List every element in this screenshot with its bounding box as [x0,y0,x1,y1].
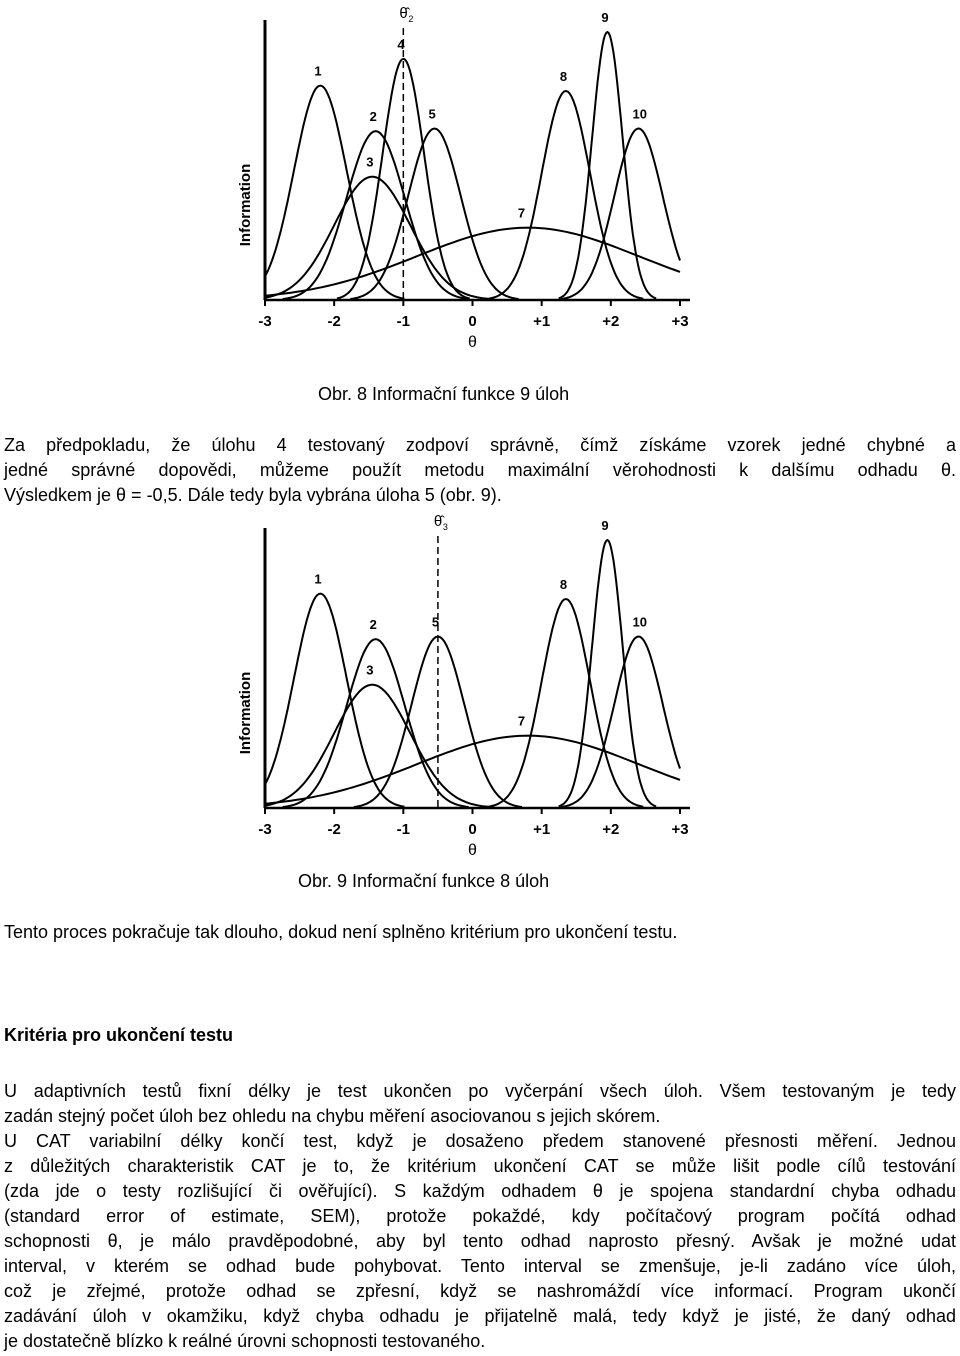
y-axis-label: Information [237,671,254,755]
item-8-label: 8 [559,68,568,84]
item-8-curve [488,599,643,807]
item-9-curve [559,32,656,298]
x-tick-label: -2 [327,821,341,838]
item-10-label: 10 [632,614,647,630]
item-4-label: 4 [397,36,405,52]
figure-9-chart [0,508,960,866]
section-heading: Kritéria pro ukončení testu [4,1025,234,1045]
x-tick-label: -3 [258,313,272,330]
paragraph-process [4,920,956,945]
x-tick-label: +1 [533,313,551,330]
x-tick-label: -3 [258,821,272,838]
item-8-curve [488,91,643,299]
figure-8-chart [0,0,960,360]
paragraph-line: Tento proces pokračuje tak dlouho, dokud není splněno kritérium pro ukončení testu. [4,922,678,942]
paragraph-line: schopnosti θ, je málo pravděpodobné, aby byl tento odhad naprosto přesný. Avšak je možné udat [4,1231,956,1251]
x-tick-label: -2 [327,313,341,330]
item-5-label: 5 [431,614,440,630]
x-tick-label: +1 [533,821,551,838]
item-2-label: 2 [369,617,377,633]
item-8-label: 8 [559,576,568,592]
paragraph-line: Za předpokladu, že úlohu 4 testovaný zodpoví správně, čímž získáme vzorek jedné chybné a [4,435,956,455]
paragraph-line: (standard error of estimate, SEM), protože pokaždé, kdy počítačový program počítá odhad [4,1206,956,1226]
item-3-curve [265,685,494,808]
estimate-label: θ̂ [399,5,408,22]
paragraph-criteria [4,1079,956,1354]
paragraph-line: U CAT variabilní délky končí test, když je dosaženo předem stanovené přesnosti měření. Jednou [4,1131,956,1151]
item-7-label: 7 [517,713,526,729]
item-2-curve [283,131,469,299]
item-10-curve [561,129,680,300]
estimate-subscript: 3 [442,522,448,532]
y-axis-label: Information [237,163,254,247]
item-9-curve [559,540,656,806]
x-tick-label: 0 [468,821,477,838]
figure-8-caption: Obr. 8 Informační funkce 9 úloh [318,384,570,404]
figure-9-caption: Obr. 9 Informační funkce 8 úloh [298,871,550,891]
x-tick-label: +2 [602,821,620,838]
x-tick-label: +2 [602,313,620,330]
item-1-label: 1 [314,63,322,79]
paragraph-line: (zda jde o testy rozlišující či ověřující). S každým odhadem θ je spojena standardní chyba odhadu [4,1181,956,1201]
paragraph-line: je dostatečně blízko k reálné úrovni schopnosti testovaného. [4,1331,486,1351]
item-5-curve [350,129,518,300]
item-5-label: 5 [428,106,436,122]
item-3-label: 3 [366,154,374,170]
estimate-subscript: 2 [408,14,414,24]
x-tick-label: -1 [396,821,411,838]
item-2-curve [283,639,469,807]
paragraph-line: interval, v kterém se odhad bude pohybovat. Tento interval se zmenšuje, je-li zadáno více úloh, [4,1256,956,1276]
paragraph-line: zadán stejný počet úloh bez ohledu na chybu měření asociovanou s jejich skórem. [4,1106,661,1126]
x-tick-label: +3 [671,821,689,838]
item-7-label: 7 [517,205,526,221]
paragraph-line: U adaptivních testů fixní délky je test ukončen po vyčerpání všech úloh. Všem testovaným je tedy [4,1081,956,1101]
paragraph-line: zadávání úloh v okamžiku, když chyba odhadu je přijatelně malá, tedy když je jisté, že daný odhad [4,1306,956,1326]
x-axis-label: θ [468,842,477,859]
x-tick-label: 0 [468,313,477,330]
item-9-label: 9 [601,10,609,25]
paragraph-line: jedné správné dopovědi, můžeme použít metodu maximální věrohodnosti k dalšímu odhadu θ. [4,460,956,480]
x-axis-label: θ [468,334,477,351]
paragraph-line: což je zřejmé, protože odhad se zpřesní, když se nashromáždí více informací. Program ukončí [4,1281,956,1301]
item-1-label: 1 [314,571,322,587]
item-1-curve [265,86,404,299]
item-3-label: 3 [366,662,374,678]
item-9-label: 9 [601,518,609,533]
item-1-curve [265,594,404,807]
item-10-label: 10 [632,106,647,122]
paragraph-line: z důležitých charakteristik CAT je to, že kritérium ukončení CAT se může lišit podle cílů testování [4,1156,956,1176]
x-tick-label: -1 [396,313,411,330]
item-10-curve [561,637,680,808]
estimate-label: θ̂ [433,513,443,530]
item-2-label: 2 [369,109,377,125]
paragraph-intro [4,433,956,508]
x-tick-label: +3 [671,313,689,330]
paragraph-line: Výsledkem je θ = -0,5. Dále tedy byla vybrána úloha 5 (obr. 9). [4,485,502,505]
